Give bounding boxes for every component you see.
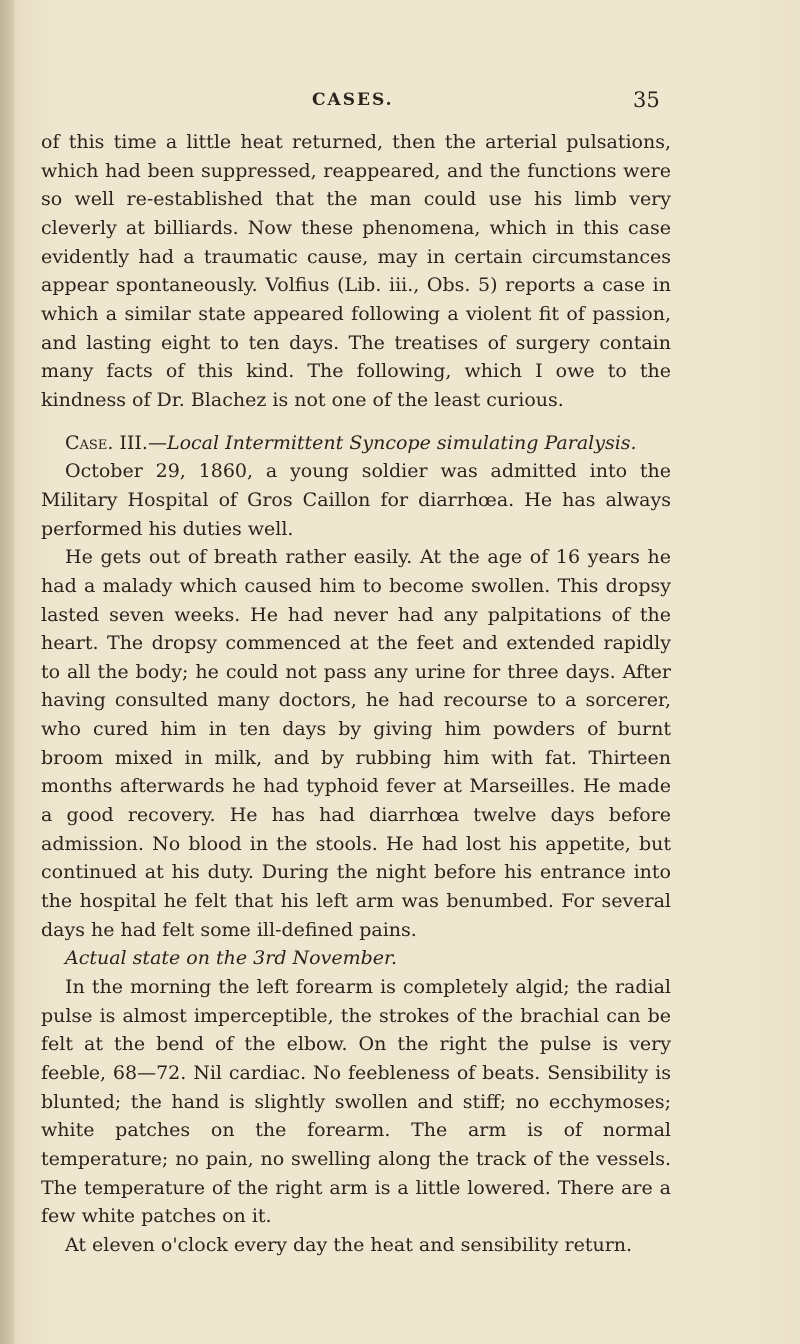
page-number: 35 — [633, 88, 660, 112]
case-title: Local Intermittent Syncope simulating Paralysis. — [166, 431, 637, 454]
paragraph-4: In the morning the left forearm is completely algid; the radial pulse is almost imperceptible, the strokes of the brachial can be felt at the bend of the elbow. On the right the pulse is very feeble, 68—72. Nil cardiac. No feebleness of beats. Sensibility is blunted; the hand is slightly swollen and stiff; no ecchymoses; white patches on the forearm. The arm is of normal temperature; no pain, no swelling along the track of the vessels. The temperature of the right arm is a little lowered. There are a few white patches on it. — [41, 976, 671, 1228]
page-gutter — [0, 0, 14, 1344]
body-text — [41, 128, 671, 1260]
case-heading — [41, 429, 671, 458]
paragraph-5: At eleven o'clock every day the heat and sensibility return. — [65, 1233, 633, 1256]
case-dash: — — [147, 431, 167, 454]
case-label: Case. III. — [65, 431, 148, 454]
paragraph-3: He gets out of breath rather easily. At the age of 16 years he had a malady which caused him to become swollen. This dropsy lasted seven weeks. He had never had any palpitations of the heart. The dropsy commenced at the feet and extended rapidly to all the body; he could not pass any urine for three days. After having consulted many doctors, he had recourse to a sorcerer, who cured him in ten days by giving him powders of burnt broom mixed in milk, and by rubbing him with fat. Thirteen months afterwards he had typhoid fever at Marseilles. He made a good recovery. He has had diarrhœa twelve days before admission. No blood in the stools. He had lost his appetite, but continued at his duty. During the night before his entrance into the hospital he felt that his left arm was benumbed. For several days he had felt some ill-defined pains. — [41, 546, 671, 941]
paragraph-1: of this time a little heat returned, then the arterial pulsations, which had been suppressed, reappeared, and the functions were so well re-established that the man could use his limb very cleverly at billiards. Now these phenomena, which in this case evidently had a traumatic cause, may in certain circumstances appear spontaneously. Volfius (Lib. iii., Obs. 5) reports a case in which a similar state appeared following a violent fit of passion, and lasting eight to ten days. The treatises of surgery contain many facts of this kind. The following, which I owe to the kindness of Dr. Blachez is not one of the least curious. — [41, 131, 671, 411]
page-header — [0, 88, 800, 118]
running-head: CASES. — [312, 90, 394, 110]
paragraph-2: October 29, 1860, a young soldier was admitted into the Military Hospital of Gros Caillon for diarrhœa. He has always performed his duties well. — [41, 460, 671, 540]
actual-state-heading: Actual state on the 3rd November. — [65, 947, 398, 970]
